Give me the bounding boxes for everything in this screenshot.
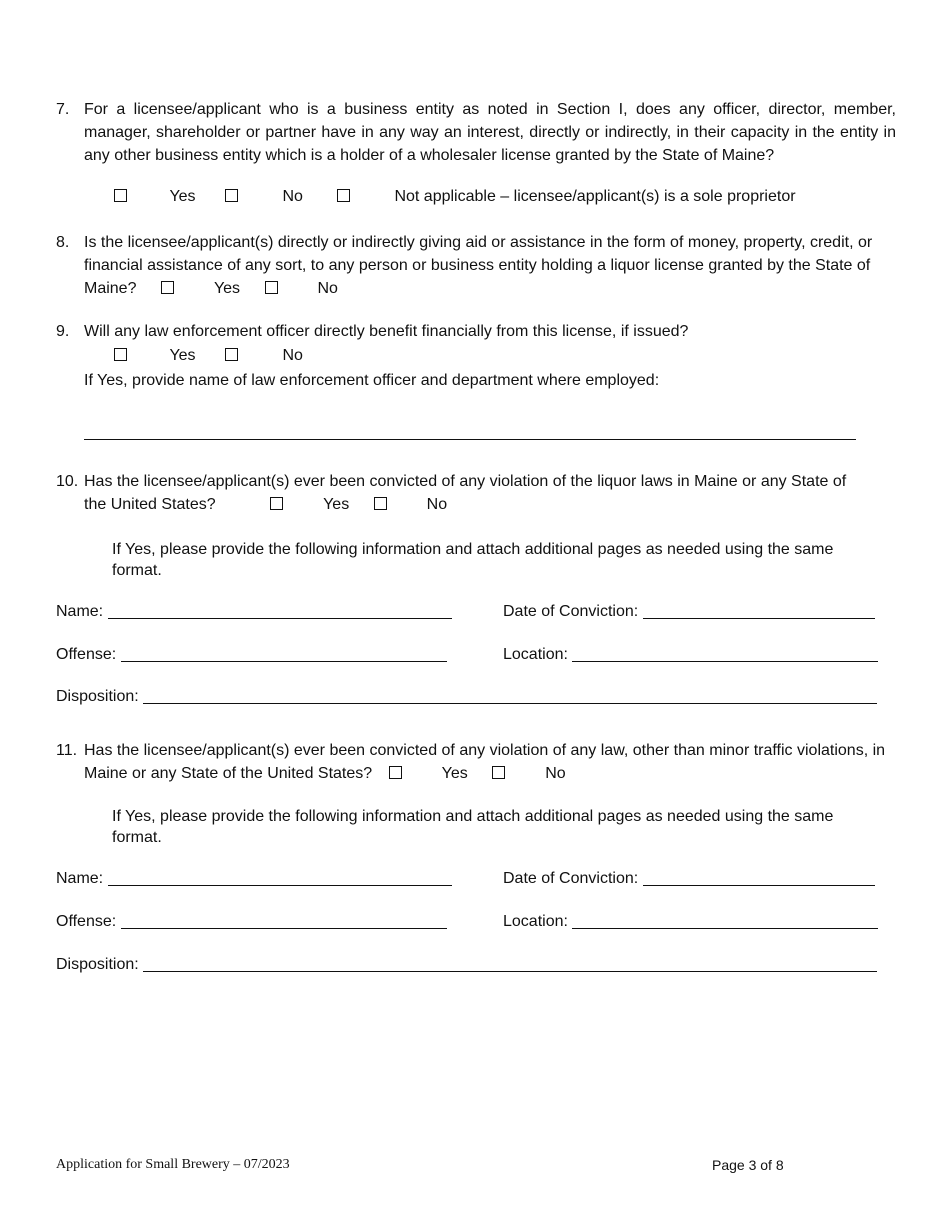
field-label: Date of Conviction: (503, 603, 639, 620)
q10-yes-option[interactable] (270, 496, 349, 513)
location-input-line[interactable] (572, 661, 878, 662)
q10-note: If Yes, please provide the following information and attach additional pages as needed using the same format. (112, 541, 834, 579)
field-label: Disposition: (56, 956, 139, 973)
q11-offense-field[interactable] (56, 913, 447, 931)
q8-no-option[interactable] (265, 280, 338, 297)
q10-name-field[interactable] (56, 603, 452, 621)
footer-form-title: Application for Small Brewery – 07/2023 (56, 1157, 290, 1172)
q7-not-applicable-option[interactable] (337, 187, 796, 207)
officer-department-input-line[interactable] (84, 439, 856, 440)
question-number: 9. (56, 323, 70, 340)
q10-offense-field[interactable] (56, 646, 447, 664)
q10-location-field[interactable] (503, 646, 878, 664)
checkbox[interactable] (114, 189, 127, 202)
question-text: Will any law enforcement officer directly benefit financially from this license, if issued? (84, 323, 689, 340)
question-text: Has the licensee/applicant(s) ever been convicted of any violation of the liquor laws in Maine or any State of the United States? Yes No (84, 473, 847, 513)
q8-yes-option[interactable] (161, 280, 240, 297)
q7-no-option[interactable] (225, 187, 303, 207)
q9-yes-option[interactable] (114, 346, 196, 366)
question-number: 8. (56, 234, 70, 251)
disposition-input-line[interactable] (143, 703, 877, 704)
question-number: 7. (56, 101, 70, 118)
option-label: Yes (323, 496, 350, 513)
location-input-line[interactable] (572, 928, 878, 929)
question-text: Has the licensee/applicant(s) ever been convicted of any violation of any law, other than minor traffic violations, in Maine or any State of the United States? Yes No (84, 742, 886, 782)
question-10 (56, 470, 896, 516)
q10-disposition-field[interactable] (56, 688, 877, 706)
q11-yes-option[interactable] (389, 765, 468, 782)
name-input-line[interactable] (108, 885, 452, 886)
option-label: Yes (441, 765, 468, 782)
checkbox[interactable] (114, 348, 127, 361)
option-label: No (426, 496, 448, 513)
question-8 (56, 231, 896, 300)
field-label: Location: (503, 646, 568, 663)
field-label: Name: (56, 870, 104, 887)
field-label: Offense: (56, 913, 117, 930)
option-label: No (282, 188, 303, 205)
q11-no-option[interactable] (492, 765, 565, 782)
q11-location-field[interactable] (503, 913, 878, 931)
question-number: 11. (56, 742, 78, 759)
option-label: Yes (213, 280, 241, 297)
offense-input-line[interactable] (121, 928, 447, 929)
q7-yes-option[interactable] (114, 187, 196, 207)
name-input-line[interactable] (108, 618, 452, 619)
checkbox[interactable] (225, 348, 238, 361)
offense-input-line[interactable] (121, 661, 447, 662)
question-number: 10. (56, 473, 79, 490)
checkbox[interactable] (225, 189, 238, 202)
checkbox[interactable] (389, 766, 402, 779)
date-input-line[interactable] (643, 618, 875, 619)
q11-disposition-field[interactable] (56, 956, 877, 974)
disposition-input-line[interactable] (143, 971, 877, 972)
q10-no-option[interactable] (374, 496, 447, 513)
option-label: Yes (169, 347, 196, 364)
field-label: Disposition: (56, 688, 139, 705)
field-label: Location: (503, 913, 568, 930)
checkbox[interactable] (374, 497, 387, 510)
checkbox[interactable] (161, 281, 174, 294)
checkbox[interactable] (492, 766, 505, 779)
q11-date-field[interactable] (503, 870, 875, 888)
q9-no-option[interactable] (225, 346, 303, 366)
date-input-line[interactable] (643, 885, 875, 886)
question-11 (56, 739, 896, 785)
option-label: No (317, 280, 338, 297)
field-label: Date of Conviction: (503, 870, 639, 887)
q11-note: If Yes, please provide the following information and attach additional pages as needed using the same format. (112, 808, 834, 846)
question-text: Is the licensee/applicant(s) directly or indirectly giving aid or assistance in the form of money, property, credit, or financial assistance of any sort, to any person or business entity holding a liquor license granted by the State of Maine? Yes No (84, 234, 873, 297)
footer-page-number: Page 3 of 8 (712, 1157, 784, 1173)
option-label: Not applicable – licensee/applicant(s) is a sole proprietor (394, 188, 796, 205)
checkbox[interactable] (265, 281, 278, 294)
field-label: Offense: (56, 646, 117, 663)
question-9 (56, 320, 896, 343)
q9-followup-text: If Yes, provide name of law enforcement officer and department where employed: (84, 372, 660, 389)
checkbox[interactable] (270, 497, 283, 510)
checkbox[interactable] (337, 189, 350, 202)
field-label: Name: (56, 603, 104, 620)
option-label: Yes (169, 188, 196, 205)
option-label: No (545, 765, 566, 782)
q10-date-field[interactable] (503, 603, 875, 621)
question-7 (56, 98, 896, 167)
question-text: For a licensee/applicant who is a business entity as noted in Section I, does any officer, director, member, manager, shareholder or partner have in any way an interest, directly or indirectly, in their capacity in the entity in any other business entity which is a holder of a wholesaler license granted by the State of Maine? (84, 101, 896, 164)
q11-name-field[interactable] (56, 870, 452, 888)
option-label: No (282, 347, 303, 364)
